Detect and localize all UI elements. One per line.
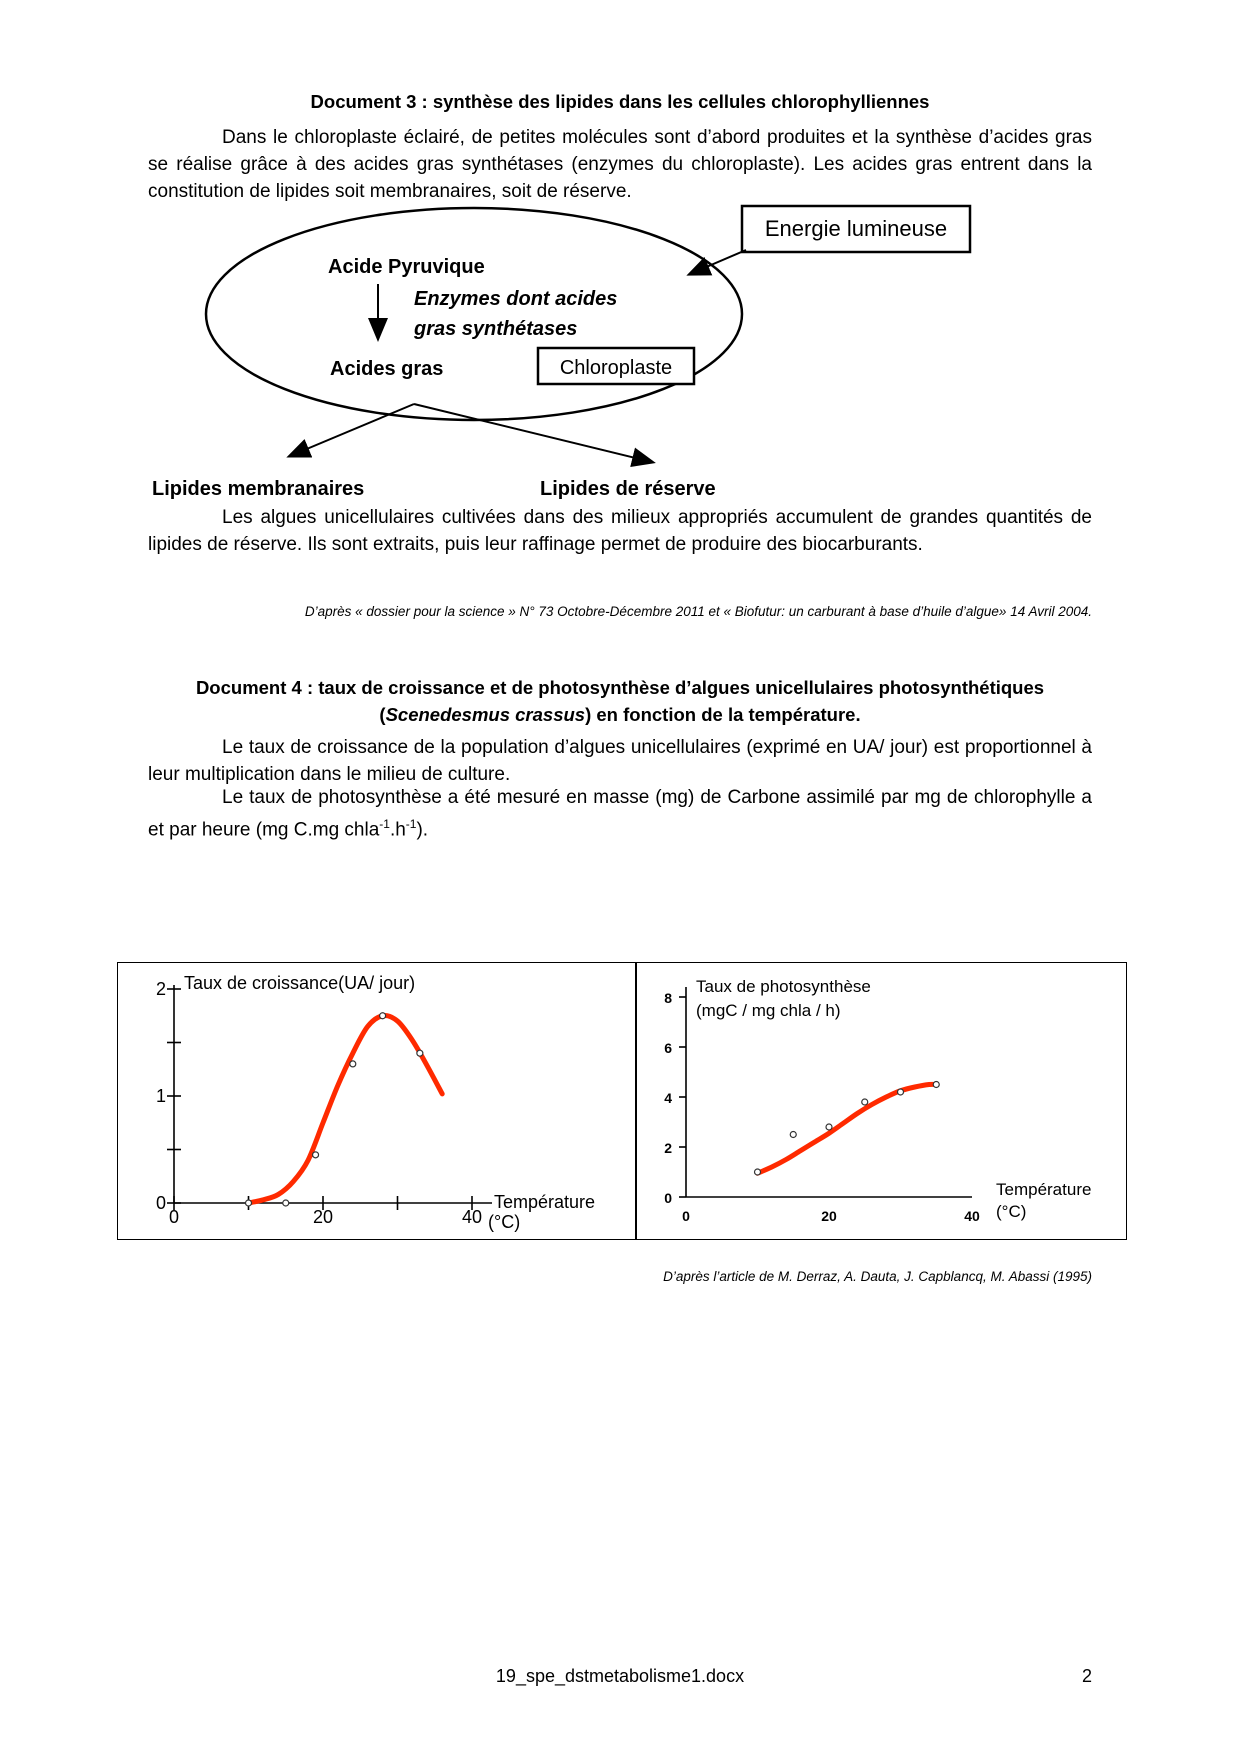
photo-x-axis-label-line2: (°C)	[996, 1202, 1027, 1221]
doc4-para2-end: ).	[416, 819, 429, 841]
superscript-1: -1	[379, 817, 390, 831]
x-tick-label: 0	[682, 1208, 690, 1224]
reserve-lipids-label: Lipides de réserve	[540, 478, 716, 500]
enzymes-label-line2: gras synthétases	[414, 318, 578, 340]
growth-x-axis-label-line2: (°C)	[488, 1212, 521, 1232]
doc3-title: Document 3 : synthèse des lipides dans les cellules chlorophylliennes	[310, 91, 930, 112]
growth-y-axis-label: Taux de croissance(UA/ jour)	[184, 973, 416, 993]
photosynthesis-rate-chart	[636, 963, 1126, 1239]
x-tick-label: 20	[312, 1207, 334, 1227]
x-tick-label: 40	[964, 1208, 980, 1224]
doc4-para2	[148, 784, 1092, 843]
doc4-title-line1: Document 4 : taux de croissance et de photosynthèse d’algues unicellulaires photosynthétiques	[195, 677, 1045, 698]
doc3-outro: Les algues unicellulaires cultivées dans des milieux appropriés accumulent de grandes quantités de lipides de réserve. Ils sont extraits, puis leur raffinage permet de produire des biocarburants.	[148, 507, 1092, 555]
data-curve	[249, 1016, 443, 1203]
enzymes-label-line1: Enzymes dont acides	[414, 288, 618, 310]
doc4-source: D’après l’article de M. Derraz, A. Dauta, J. Capblancq, M. Abassi (1995)	[663, 1269, 1092, 1284]
doc4-para2-mid: .h	[389, 819, 406, 841]
lipid-synthesis-diagram	[152, 200, 1110, 510]
doc4-title-rest: ) en fonction de la température.	[585, 704, 861, 725]
data-curve	[758, 1084, 937, 1173]
page-number: 2	[1081, 1666, 1092, 1686]
y-tick-label: 8	[664, 990, 672, 1006]
data-point	[790, 1132, 796, 1138]
energy-label: Energie lumineuse	[764, 216, 948, 241]
superscript-2: -1	[405, 817, 417, 831]
growth-rate-chart	[118, 963, 633, 1239]
membrane-arrow	[290, 404, 414, 456]
doc4-para2-main: Le taux de photosynthèse a été mesuré en masse (mg) de Carbone assimilé par mg de chlorophylle a et par heure (mg C.mg chla	[148, 787, 1092, 841]
doc4-title-open: (	[379, 704, 386, 725]
data-point	[246, 1200, 252, 1206]
x-tick-label: 0	[168, 1207, 180, 1227]
photo-y-axis-label-line1: Taux de photosynthèse	[696, 977, 871, 996]
data-point	[898, 1089, 904, 1095]
y-tick-label: 2	[155, 979, 166, 999]
photo-x-axis-label-line1: Température	[996, 1180, 1092, 1199]
y-tick-label: 1	[155, 1086, 166, 1106]
y-tick-label: 6	[664, 1040, 672, 1056]
data-point	[313, 1152, 319, 1158]
photo-y-axis-label-line2: (mgC / mg chla / h)	[696, 1001, 841, 1020]
data-point	[826, 1124, 832, 1130]
y-tick-label: 4	[664, 1090, 672, 1106]
doc3-intro: Dans le chloroplaste éclairé, de petites molécules sont d’abord produites et la synthèse d’acides gras se réalise grâce à des acides gras synthétases (enzymes du chloroplaste). Les acides gras entrent dans la constitution de lipides soit membranaires, soit de réserve.	[148, 127, 1092, 202]
data-point	[380, 1013, 386, 1019]
data-point	[283, 1200, 289, 1206]
species-name: Scenedesmus crassus	[385, 704, 586, 725]
footer-filename: 19_spe_dstmetabolisme1.docx	[495, 1666, 745, 1686]
fatty-acids-label: Acides gras	[330, 358, 444, 380]
doc3-source: D’après « dossier pour la science » N° 73 Octobre-Décembre 2011 et « Biofutur: un carburant à base d’huile d’algue» 14 Avril 2004.	[304, 604, 1092, 619]
y-tick-label: 0	[664, 1190, 672, 1206]
chloroplast-label: Chloroplaste	[559, 357, 673, 379]
x-tick-label: 20	[821, 1208, 837, 1224]
chloroplast-ellipse	[206, 208, 742, 420]
data-point	[933, 1082, 939, 1088]
y-tick-label: 2	[664, 1140, 672, 1156]
data-point	[350, 1061, 356, 1067]
data-point	[755, 1169, 761, 1175]
y-tick-label: 0	[155, 1193, 166, 1213]
growth-x-axis-label-line1: Température	[494, 1192, 596, 1212]
x-tick-label: 40	[461, 1207, 483, 1227]
membrane-lipids-label: Lipides membranaires	[152, 478, 365, 500]
doc4-para1: Le taux de croissance de la population d’algues unicellulaires (exprimé en UA/ jour) est proportionnel à leur multiplication dans le milieu de culture.	[148, 737, 1092, 785]
doc4-title-line2	[148, 701, 1092, 728]
doc4-title	[148, 674, 1092, 728]
reserve-arrow	[414, 404, 652, 462]
data-point	[862, 1099, 868, 1105]
data-point	[417, 1050, 423, 1056]
pyruvic-acid-label: Acide Pyruvique	[328, 256, 485, 278]
